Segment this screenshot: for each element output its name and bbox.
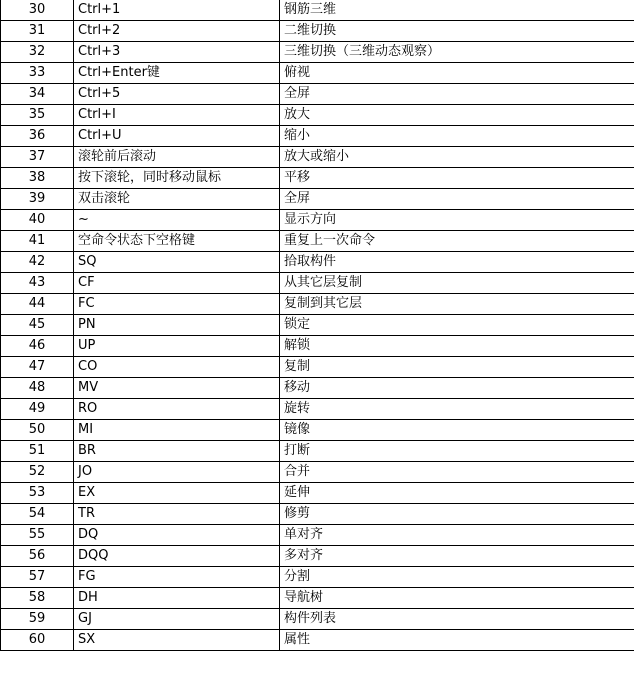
shortcut-function: 全屏	[280, 189, 634, 210]
row-number: 38	[1, 168, 74, 189]
shortcut-key: FC	[74, 294, 280, 315]
table-row	[1, 567, 634, 588]
table-row	[1, 357, 634, 378]
shortcut-function: 旋转	[280, 399, 634, 420]
table-row	[1, 147, 634, 168]
shortcut-function: 合并	[280, 462, 634, 483]
table-row	[1, 441, 634, 462]
shortcut-key: DQ	[74, 525, 280, 546]
table-row	[1, 483, 634, 504]
row-number: 35	[1, 105, 74, 126]
shortcut-key: DQQ	[74, 546, 280, 567]
shortcut-function: 缩小	[280, 126, 634, 147]
shortcut-function: 平移	[280, 168, 634, 189]
row-number: 46	[1, 336, 74, 357]
shortcut-key: CF	[74, 273, 280, 294]
table-row	[1, 0, 634, 21]
row-number: 44	[1, 294, 74, 315]
shortcut-function: 打断	[280, 441, 634, 462]
table-row	[1, 294, 634, 315]
shortcut-function: 属性	[280, 630, 634, 651]
table-row	[1, 210, 634, 231]
row-number: 47	[1, 357, 74, 378]
shortcut-function: 钢筋三维	[280, 0, 634, 21]
row-number: 34	[1, 84, 74, 105]
shortcut-function: 拾取构件	[280, 252, 634, 273]
shortcut-key: DH	[74, 588, 280, 609]
row-number: 32	[1, 42, 74, 63]
shortcut-function: 俯视	[280, 63, 634, 84]
row-number: 30	[1, 0, 74, 21]
row-number: 43	[1, 273, 74, 294]
row-number: 49	[1, 399, 74, 420]
shortcut-key: 按下滚轮，同时移动鼠标	[74, 168, 280, 189]
table-row	[1, 105, 634, 126]
shortcut-function: 单对齐	[280, 525, 634, 546]
table-row	[1, 252, 634, 273]
shortcut-key: Ctrl+Enter键	[74, 63, 280, 84]
shortcut-key: SX	[74, 630, 280, 651]
table-row	[1, 399, 634, 420]
row-number: 51	[1, 441, 74, 462]
shortcut-function: 显示方向	[280, 210, 634, 231]
shortcut-function: 解锁	[280, 336, 634, 357]
table-row	[1, 273, 634, 294]
shortcut-key: 空命令状态下空格键	[74, 231, 280, 252]
shortcut-key: UP	[74, 336, 280, 357]
shortcut-function: 二维切换	[280, 21, 634, 42]
shortcut-function: 导航树	[280, 588, 634, 609]
shortcut-function: 构件列表	[280, 609, 634, 630]
row-number: 55	[1, 525, 74, 546]
shortcut-key: 双击滚轮	[74, 189, 280, 210]
row-number: 53	[1, 483, 74, 504]
shortcut-function: 放大或缩小	[280, 147, 634, 168]
row-number: 40	[1, 210, 74, 231]
shortcut-function: 放大	[280, 105, 634, 126]
shortcut-function: 修剪	[280, 504, 634, 525]
table-row	[1, 588, 634, 609]
table-row	[1, 126, 634, 147]
shortcut-function: 从其它层复制	[280, 273, 634, 294]
shortcut-function: 多对齐	[280, 546, 634, 567]
table-row	[1, 21, 634, 42]
row-number: 33	[1, 63, 74, 84]
shortcut-key: PN	[74, 315, 280, 336]
shortcut-function: 分割	[280, 567, 634, 588]
row-number: 60	[1, 630, 74, 651]
table-row	[1, 525, 634, 546]
shortcut-key: MV	[74, 378, 280, 399]
row-number: 42	[1, 252, 74, 273]
row-number: 36	[1, 126, 74, 147]
table-row	[1, 63, 634, 84]
row-number: 31	[1, 21, 74, 42]
table-row	[1, 504, 634, 525]
shortcut-key: CO	[74, 357, 280, 378]
table-row	[1, 315, 634, 336]
row-number: 59	[1, 609, 74, 630]
shortcut-key: Ctrl+I	[74, 105, 280, 126]
shortcut-key: 滚轮前后滚动	[74, 147, 280, 168]
shortcut-key: Ctrl+U	[74, 126, 280, 147]
row-number: 57	[1, 567, 74, 588]
row-number: 45	[1, 315, 74, 336]
shortcut-key: TR	[74, 504, 280, 525]
shortcut-key: Ctrl+3	[74, 42, 280, 63]
table-row	[1, 462, 634, 483]
shortcut-function: 复制到其它层	[280, 294, 634, 315]
shortcut-function: 全屏	[280, 84, 634, 105]
table-row	[1, 231, 634, 252]
row-number: 50	[1, 420, 74, 441]
table-row	[1, 168, 634, 189]
table-row	[1, 42, 634, 63]
shortcut-function: 延伸	[280, 483, 634, 504]
shortcut-function: 三维切换（三维动态观察）	[280, 42, 634, 63]
row-number: 58	[1, 588, 74, 609]
row-number: 54	[1, 504, 74, 525]
row-number: 39	[1, 189, 74, 210]
shortcut-function: 复制	[280, 357, 634, 378]
shortcut-key: SQ	[74, 252, 280, 273]
shortcut-key: ~	[74, 210, 280, 231]
table-row	[1, 630, 634, 651]
shortcut-key: BR	[74, 441, 280, 462]
row-number: 56	[1, 546, 74, 567]
table-row	[1, 609, 634, 630]
shortcut-key: Ctrl+2	[74, 21, 280, 42]
shortcut-function: 重复上一次命令	[280, 231, 634, 252]
shortcut-key: JO	[74, 462, 280, 483]
shortcut-table-body	[1, 0, 634, 651]
table-row	[1, 189, 634, 210]
shortcut-function: 移动	[280, 378, 634, 399]
shortcut-key: Ctrl+5	[74, 84, 280, 105]
table-row	[1, 84, 634, 105]
table-row	[1, 546, 634, 567]
table-row	[1, 378, 634, 399]
shortcut-key: MI	[74, 420, 280, 441]
row-number: 41	[1, 231, 74, 252]
shortcut-key: GJ	[74, 609, 280, 630]
row-number: 48	[1, 378, 74, 399]
shortcut-key: RO	[74, 399, 280, 420]
row-number: 52	[1, 462, 74, 483]
table-row	[1, 420, 634, 441]
shortcut-function: 锁定	[280, 315, 634, 336]
row-number: 37	[1, 147, 74, 168]
shortcut-function: 镜像	[280, 420, 634, 441]
table-row	[1, 336, 634, 357]
shortcut-key: FG	[74, 567, 280, 588]
shortcut-key: EX	[74, 483, 280, 504]
shortcut-key: Ctrl+1	[74, 0, 280, 21]
